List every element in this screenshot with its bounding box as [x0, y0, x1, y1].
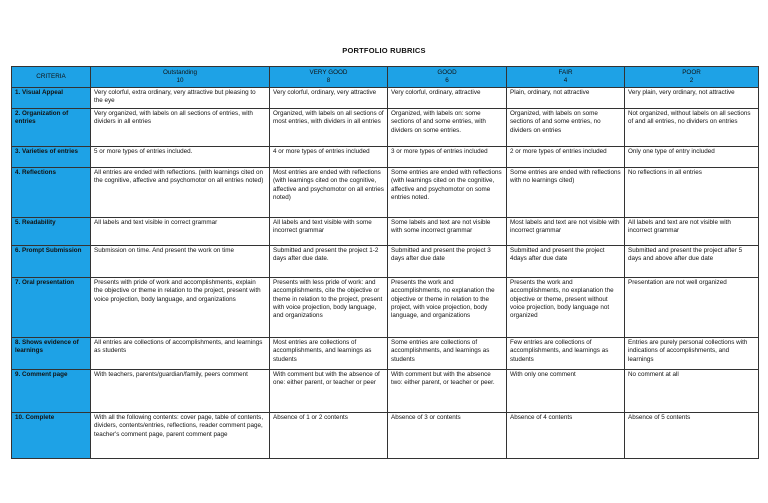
rubric-cell: 3 or more types of entries included — [388, 147, 507, 168]
rubric-cell: Not organized, without labels on all sections of and all entries, no dividers on entries — [625, 109, 759, 147]
rubric-cell: All entries are collections of accomplishments, and learnings as students — [91, 338, 270, 370]
level-label: Outstanding — [163, 68, 197, 76]
rubric-cell: Absence of 4 contents — [507, 413, 625, 459]
criteria-header: CRITERIA — [12, 67, 91, 88]
rubric-table — [11, 66, 759, 459]
level-points: 6 — [445, 77, 449, 84]
level-points: 10 — [176, 77, 184, 84]
header-row — [12, 67, 759, 88]
rubric-cell: Presents the work and accomplishments, no explanation the objective or theme, present without voice projection, body language not organized — [507, 278, 625, 338]
rubric-cell: Submission on time. And present the work on time — [91, 246, 270, 278]
criterion-cell: 3. Varieties of entries — [12, 147, 91, 168]
rubric-cell: Organized, with labels on: some sections of and some entries, with dividers on some entries. — [388, 109, 507, 147]
level-points: 2 — [689, 77, 694, 84]
rubric-cell: Absence of 5 contents — [625, 413, 759, 459]
rubric-cell: No reflections in all entries — [625, 168, 759, 218]
level-header-outstanding — [91, 67, 270, 88]
rubric-cell: Some entries are ended with reflections (with learnings cited on the cognitive, affective and psychomotor on some entries noted. — [388, 168, 507, 218]
rubric-cell: Submitted and present the project 3 days after due date — [388, 246, 507, 278]
rubric-cell: With all the following contents: cover page, table of contents, dividers, contents/entries, reflections, reader comment page, teacher's comment page, parent comment page — [91, 413, 270, 459]
rubric-cell: Very plain, very ordinary, not attractive — [625, 88, 759, 109]
criterion-cell: 6. Prompt Submission — [12, 246, 91, 278]
rubric-cell: Submitted and present the project 4days after due date — [507, 246, 625, 278]
table-row — [12, 413, 759, 459]
table-row — [12, 147, 759, 168]
level-header-very-good — [270, 67, 388, 88]
rubric-cell: Presents with less pride of work: and accomplishments, cite the objective or theme in relation to the project, present with voice projection, body language, and organizations — [270, 278, 388, 338]
criterion-cell: 9. Comment page — [12, 370, 91, 413]
rubric-cell: Entries are purely personal collections with indications of accomplishments, and learnings — [625, 338, 759, 370]
level-header-fair — [507, 67, 625, 88]
rubric-cell: Most labels and text are not visible with incorrect grammar — [507, 218, 625, 246]
rubric-cell: All labels and text are not visible with incorrect grammar — [625, 218, 759, 246]
rubric-cell: Plain, ordinary, not attractive — [507, 88, 625, 109]
rubric-cell: Only one type of entry included — [625, 147, 759, 168]
rubric-cell: Most entries are ended with reflections (with learnings cited on the cognitive, affective and psychomotor on all entries noted) — [270, 168, 388, 218]
rubric-cell: All entries are ended with reflections. (with learnings cited on the cognitive, affective and psychomotor on all entries noted) — [91, 168, 270, 218]
table-row — [12, 109, 759, 147]
rubric-cell: 4 or more types of entries included — [270, 147, 388, 168]
rubric-cell: Absence of 1 or 2 contents — [270, 413, 388, 459]
rubric-cell: Very colorful, extra ordinary, very attractive but pleasing to the eye — [91, 88, 270, 109]
rubric-cell: 2 or more types of entries included — [507, 147, 625, 168]
rubric-cell: Submitted and present the project after 5 days and above after due date — [625, 246, 759, 278]
criterion-cell: 5. Readability — [12, 218, 91, 246]
level-header-good — [388, 67, 507, 88]
table-row — [12, 278, 759, 338]
rubric-cell: All labels and text visible with some incorrect grammar — [270, 218, 388, 246]
level-header-poor — [625, 67, 759, 88]
table-row — [12, 370, 759, 413]
level-points: 4 — [563, 77, 568, 84]
rubric-cell: Presentation are not well organized — [625, 278, 759, 338]
rubric-cell: All labels and text visible in correct grammar — [91, 218, 270, 246]
criterion-cell: 7. Oral presentation — [12, 278, 91, 338]
level-label: FAIR — [558, 68, 573, 76]
table-row — [12, 168, 759, 218]
page-title: PORTFOLIO RUBRICS — [342, 46, 426, 55]
table-row — [12, 88, 759, 109]
rubric-cell: Some entries are collections of accomplishments, and learnings as students — [388, 338, 507, 370]
criterion-cell: 4. Reflections — [12, 168, 91, 218]
rubric-cell: With teachers, parents/guardian/family, peers comment — [91, 370, 270, 413]
level-label: GOOD — [437, 68, 457, 76]
rubric-cell: 5 or more types of entries included. — [91, 147, 270, 168]
rubric-cell: Some entries are ended with reflections with no learnings cited) — [507, 168, 625, 218]
rubric-cell: Presents with pride of work and accomplishments, explain the objective or theme in relation to the project, present with voice projection, body language, and organizations — [91, 278, 270, 338]
level-label: POOR — [682, 68, 701, 76]
rubric-cell: Few entries are collections of accomplishments, and learnings as students — [507, 338, 625, 370]
criterion-cell: 10. Complete — [12, 413, 91, 459]
level-points: 8 — [326, 77, 331, 84]
rubric-cell: Submitted and present the project 1-2 days after due date. — [270, 246, 388, 278]
level-label: VERY GOOD — [309, 68, 348, 76]
table-row — [12, 218, 759, 246]
rubric-cell: With comment but with the absence two: either parent, or teacher or peer. — [388, 370, 507, 413]
rubric-cell: Very colorful, ordinary, attractive — [388, 88, 507, 109]
criterion-cell: 2. Organization of entries — [12, 109, 91, 147]
rubric-cell: Very organized, with labels on all sections of entries, with dividers in all entries — [91, 109, 270, 147]
rubric-cell: Presents the work and accomplishments, no explanation the objective or theme in relation to the project, with voice projection, body language, and organizations — [388, 278, 507, 338]
rubric-cell: With only one comment — [507, 370, 625, 413]
rubric-cell: Most entries are collections of accomplishments, and learnings as students — [270, 338, 388, 370]
criterion-cell: 8. Shows evidence of learnings — [12, 338, 91, 370]
rubric-cell: Organized, with labels on some sections of and some entries, no dividers on entries — [507, 109, 625, 147]
rubric-cell: Absence of 3 or contents — [388, 413, 507, 459]
rubric-cell: Organized, with labels on all sections of most entries, with dividers in all entries — [270, 109, 388, 147]
criterion-cell: 1. Visual Appeal — [12, 88, 91, 109]
rubric-cell: No comment at all — [625, 370, 759, 413]
table-row — [12, 246, 759, 278]
rubric-cell: With comment but with the absence of one: either parent, or teacher or peer — [270, 370, 388, 413]
table-row — [12, 338, 759, 370]
rubric-cell: Very colorful, ordinary, very attractive — [270, 88, 388, 109]
rubric-cell: Some labels and text are not visible with some incorrect grammar — [388, 218, 507, 246]
